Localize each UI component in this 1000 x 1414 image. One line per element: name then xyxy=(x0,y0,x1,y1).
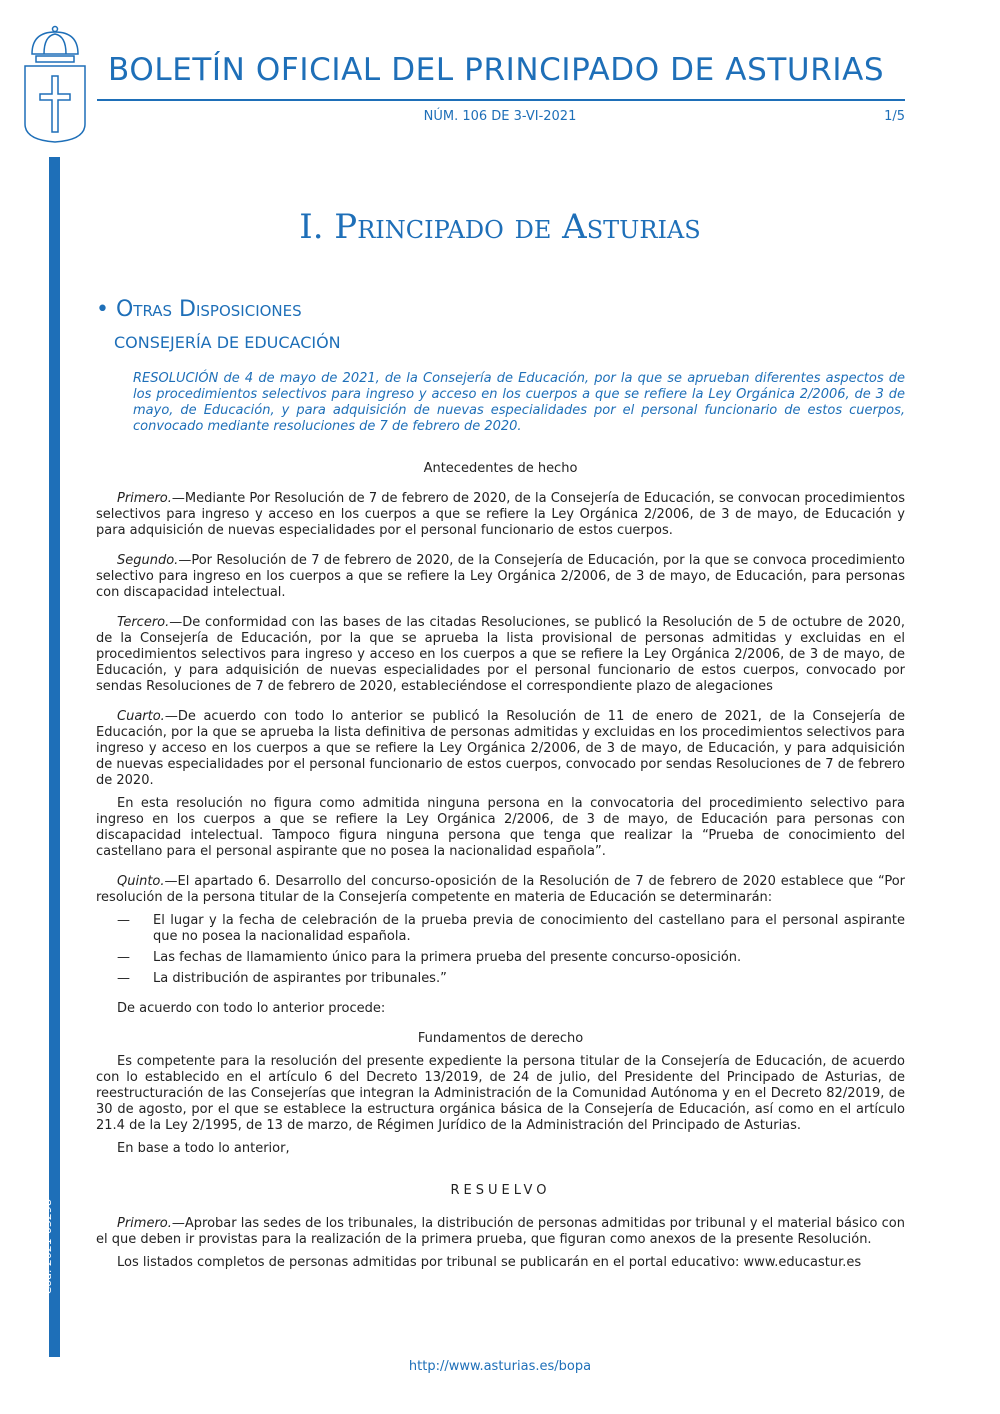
issue-number: NÚM. 106 DE 3-VI-2021 xyxy=(423,109,577,124)
list-item: — El lugar y la fecha de celebración de la prueba previa de conocimiento del castellano para el personal aspirante que no posea la nacionalidad española. xyxy=(117,913,905,944)
document-body xyxy=(96,461,905,1285)
page-number: 1/5 xyxy=(884,109,905,124)
footer-link[interactable]: http://www.asturias.es/bopa xyxy=(408,1359,592,1374)
paragraph: Es competente para la resolución del presente expediente la persona titular de la Consejería de Educación, de acuerdo con lo establecido en el artículo 6 del Decreto 13/2019, de 24 de julio, del Presidente del Principado de Asturias, de reestructuración de las Consejerías que integran la Administración de la Comunidad Autónoma y en el Decreto 82/2019, de 30 de agosto, por el que se establece la estructura orgánica básica de la Consejería de Educación, así como en el artículo 21.4 de la Ley 2/1995, de 13 de marzo, de Régimen Jurídico de la Administración del Principado de Asturias. xyxy=(96,1054,905,1133)
paragraph: Los listados completos de personas admitidas por tribunal se publicarán en el portal educativo: www.educastur.es xyxy=(117,1255,862,1270)
resolution-title: RESOLUCIÓN de 4 de mayo de 2021, de la Consejería de Educación, por la que se aprueban diferentes aspectos de los procedimientos selectivos para ingreso y acceso en los cuerpos a que se refiere la Ley Orgánica 2/2006, de 3 de mayo, de Educación, y para adquisición de nuevas especialidades por el personal funcionario de estos cuerpos, convocado mediante resoluciones de 7 de febrero de 2020. xyxy=(133,371,905,434)
heading-fundamentos: Fundamentos de derecho xyxy=(417,1031,584,1046)
heading-antecedentes: Antecedentes de hecho xyxy=(423,461,578,476)
paragraph: Cuarto.—De acuerdo con todo lo anterior se publicó la Resolución de 11 de enero de 2021, de la Consejería de Educación, por la que se aprueba la lista definitiva de personas admitidas y excluidas en los procedimientos selectivos para ingreso y acceso en los cuerpos a que se refiere la Ley Orgánica 2/2006, de 3 de mayo, de Educación, y para adquisición de nuevas especialidades por el personal funcionario de estos cuerpos, convocado por sendas Resoluciones de 7 de febrero de 2020. xyxy=(96,709,905,788)
paragraph: Primero.—Aprobar las sedes de los tribunales, la distribución de personas admitidas por tribunal y el material básico con el que deben ir provistas para la realización de la primera prueba, que figuran como anexos de la presente Resolución. xyxy=(96,1216,905,1247)
document-code: Cód. 2021-05298 xyxy=(41,1198,54,1294)
asturias-coat-of-arms-logo xyxy=(22,24,88,144)
paragraph: Tercero.—De conformidad con las bases de las citadas Resoluciones, se publicó la Resolución de 5 de octubre de 2020, de la Consejería de Educación, por la que se aprueba la lista provisional de personas admitidas y excluidas en el procedimientos selectivos para ingreso y acceso en los cuerpos a que se refiere la Ley Orgánica 2/2006, de 3 de mayo, de Educación, y para adquisición de nuevas especialidades por el personal funcionario de estos cuerpos, convocado por sendas Resoluciones de 7 de febrero de 2020, estableciéndose el correspondiente plazo de alegaciones xyxy=(96,615,905,694)
subsection-title: • Otras Disposiciones xyxy=(96,297,302,322)
department-title: CONSEJERÍA DE EDUCACIÓN xyxy=(114,333,341,352)
list-item: — La distribución de aspirantes por tribunales.” xyxy=(117,971,447,986)
paragraph: En esta resolución no figura como admitida ninguna persona en la convocatoria del procedimiento selectivo para ingreso en los cuerpos a que se refiere la Ley Orgánica 2/2006, de 3 de mayo, de Educación para personas con discapacidad intelectual. Tampoco figura ninguna persona que tenga que realizar la “Prueba de conocimiento del castellano para el personal aspirante que no posea la nacionalidad española”. xyxy=(96,796,905,859)
paragraph: Quinto.—El apartado 6. Desarrollo del concurso-oposición de la Resolución de 7 de febrero de 2020 establece que “Por resolución de la persona titular de la Consejería competente en materia de Educación se determinarán: xyxy=(96,874,905,905)
header-rule xyxy=(97,99,905,101)
section-title: I. Principado de Asturias xyxy=(299,207,701,247)
paragraph: Segundo.—Por Resolución de 7 de febrero de 2020, de la Consejería de Educación, por la que se convoca procedimiento selectivo para ingreso en los cuerpos a que se refiere la Ley Orgánica 2/2006, de 3 de mayo, de Educación, para personas con discapacidad intelectual. xyxy=(96,553,905,600)
bulletin-title: BOLETÍN OFICIAL DEL PRINCIPADO DE ASTURIAS xyxy=(108,52,885,88)
list-item: — Las fechas de llamamiento único para la primera prueba del presente concurso-oposición. xyxy=(117,950,742,965)
paragraph: En base a todo lo anterior, xyxy=(117,1141,290,1156)
heading-resuelvo: RESUELVO xyxy=(450,1183,551,1198)
paragraph: Primero.—Mediante Por Resolución de 7 de febrero de 2020, de la Consejería de Educación, se convocan procedimientos selectivos para ingreso y acceso en los cuerpos a que se refiere la Ley Orgánica 2/2006, de 3 de mayo, de Educación y para adquisición de nuevas especialidades por el personal funcionario de estos cuerpos. xyxy=(96,491,905,538)
paragraph: De acuerdo con todo lo anterior procede: xyxy=(117,1001,386,1016)
